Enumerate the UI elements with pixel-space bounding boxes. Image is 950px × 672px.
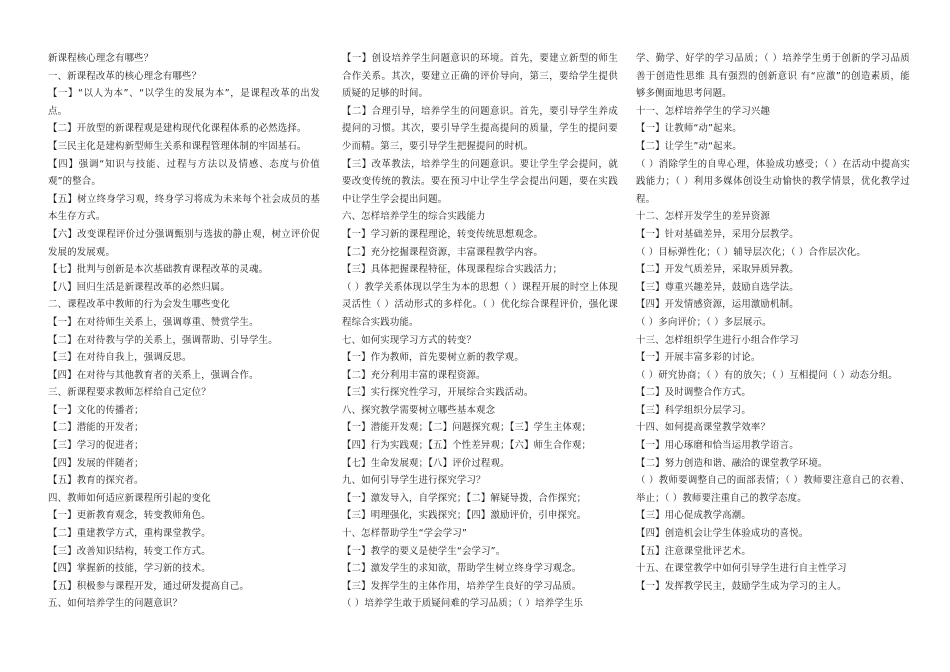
text-line: 【五】注意课堂批评艺术。 [636, 545, 751, 557]
text-line: （ ）研究协商；（ ）有的放矢；（ ）互相提问（ ）动态分组。 [636, 369, 898, 381]
text-line: 【二】潜能的开发者； [48, 422, 144, 434]
text-line: 【五】树立终身学习观，终身学习将成为未来每个社会成员的基本生存方式。 [48, 193, 320, 223]
text-line: 【二】及时调整合作方式。 [636, 387, 751, 399]
text-line: 十二、怎样开发学生的差异资源 [636, 211, 771, 223]
text-line: 【三】在对待自我上，强调反思。 [48, 352, 192, 364]
text-line: 【三】科学组织分层学习。 [636, 404, 751, 416]
text-line: 【一】作为教师，首先要树立新的教学观。 [342, 352, 524, 364]
text-column-right [636, 50, 910, 595]
text-line: 【三】用心促成教学高潮。 [636, 510, 751, 522]
text-line: 【三】改善知识结构，转变工作方式。 [48, 545, 211, 557]
text-line: 十、怎样帮助学生“学会学习” [342, 528, 468, 540]
text-line: 【一】“以人为本”、“以学生的发展为本”，是课程改革的出发点。 [48, 88, 320, 117]
text-line: 【一】让教师“动”起来。 [636, 123, 742, 135]
text-line: 【一】教学的要义是使学生“会学习”。 [342, 545, 506, 557]
text-line: 【一】发挥教学民主，鼓励学生成为学习的主人。 [636, 580, 847, 592]
text-line: 【一】激发导入，自学探究；【二】解疑导拨，合作探究； [342, 492, 587, 504]
text-line: 【三】改革教法，培养学生的问题意识。要让学生学会提问，就要改变传统的教法。要在预习中让学生学会提出问题，要在实践中让学生学会提出问题。 [342, 158, 618, 205]
text-line: 七、如何实现学习方式的转变？ [342, 334, 477, 346]
text-line: 【三】尊重兴趣差异，鼓励自选学法。 [636, 281, 799, 293]
text-line: 一、新课程改革的核心理念有哪些？ [48, 70, 202, 82]
text-line: 八、探究教学需要树立哪些基本观念 [342, 404, 496, 416]
text-line: 【六】改变课程评价过分强调甄别与选拔的静止观，树立评价促发展的发展观。 [48, 228, 320, 258]
text-line: 六、怎样培养学生的综合实践能力 [342, 211, 486, 223]
text-line: 【四】行为实践观；【五】个性差异观；【六】师生合作观； [342, 440, 592, 452]
text-line: 【三】发挥学生的主体作用，培养学生良好的学习品质。 [342, 580, 582, 592]
text-line: 【二】激发学生的求知欲，帮助学生树立终身学习观念。 [342, 563, 582, 575]
text-line: 九、如何引导学生进行探究学习？ [342, 475, 486, 487]
text-line: （ ）教师要调整自己的面部表情；（ ）教师要注意自己的衣着、举止；（ ）教师要注重自己的教学态度。 [636, 475, 910, 504]
text-line: 【二】重建教学方式，重构课堂教学。 [48, 528, 211, 540]
text-line: 四、教师如何适应新课程所引起的变化 [48, 492, 211, 504]
text-line: 【二】充分利用丰富的课程资源。 [342, 369, 486, 381]
text-line: 【八】回归生活是新课程改革的必然归属。 [48, 281, 230, 293]
text-line: （ ）目标弹性化；（ ）辅导层次化；（ ）合作层次化。 [636, 246, 866, 258]
text-line: 【二】在对待教与学的关系上，强调帮助、引导学生。 [48, 334, 278, 346]
text-line: 【五】积极参与课程开发，通过研发提高自己。 [48, 580, 250, 592]
text-line: 【二】合理引导，培养学生的问题意识。首先，要引导学生养成提问的习惯。其次，要引导学生提高提问的质量，学生的提问要少而精。第三，要引导学生把握提问的时机。 [342, 105, 618, 152]
text-line: 【四】掌握新的技能，学习新的技术。 [48, 563, 211, 575]
text-line: （ ）多向评价；（ ）多层展示。 [636, 316, 772, 328]
text-line: 【四】发展的伴随者； [48, 457, 144, 469]
text-line: 【二】充分挖掘课程资源，丰富课程教学内容。 [342, 246, 544, 258]
text-line: （ ）教学关系体现以学生为本的思想（ ）课程开展的时空上体现灵活性（ ）活动形式的多样化。（ ）优化综合课程评价，强化课程综合实践功能。 [342, 281, 618, 328]
text-line: 【一】潜能开发观；【二】问题探究观；【三】学生主体观； [342, 422, 592, 434]
text-line: 【三】具体把握课程特征，体现课程综合实践活力； [342, 264, 563, 276]
text-line: 【七】批判与创新是本次基础教育课程改革的灵魂。 [48, 264, 269, 276]
text-line: 【四】开发情感资源，运用激励机制。 [636, 299, 799, 311]
text-line: 【七】生命发展观；【八】评价过程观。 [342, 457, 510, 469]
text-line: （ ）消除学生的自卑心理，体验成功感受；（ ）在活动中提高实践能力；（ ）利用多媒体创设生动愉快的教学情景，优化教学过程。 [636, 158, 910, 205]
text-line: 新课程核心理念有哪些？ [48, 53, 154, 64]
text-line: 【二】开发气质差异，采取异质异教。 [636, 264, 799, 276]
text-line: 【四】创造机会让学生体验成功的喜悦。 [636, 528, 809, 540]
text-line: 十五、在课堂教学中如何引导学生进行自主性学习 [636, 563, 847, 575]
text-line: 【五】教育的探究者。 [48, 475, 144, 487]
text-line: 十三、怎样组织学生进行小组合作学习 [636, 334, 799, 346]
text-line: 三、新课程要求教师怎样给自己定位？ [48, 387, 211, 399]
text-column-middle [342, 50, 618, 613]
text-line: 【一】开展丰富多彩的讨论。 [636, 352, 761, 364]
text-line: （ ）培养学生敢于质疑问难的学习品质；（ ）培养学生乐 [342, 598, 584, 610]
text-line: 【四】在对待与其他教育者的关系上，强调合作。 [48, 369, 259, 381]
text-line: 【三】实行探究性学习，开展综合实践活动。 [342, 387, 534, 399]
text-line: 【一】更新教育观念，转变教师角色。 [48, 510, 211, 522]
text-line: 【三民主化是建构新型师生关系和课程管理体制的牢固基石。 [48, 140, 307, 152]
text-line: 学、勤学、好学的学习品质；（ ）培养学生勇于创新的学习品质 善于创造性思维 具有强烈的创新意识 有“应激”的创造素质，能够多侧面地思考问题。 [636, 53, 910, 100]
text-line: 【一】文化的传播者； [48, 404, 144, 416]
text-line: 五、如何培养学生的问题意识？ [48, 598, 183, 610]
text-line: 【四】强调“知识与技能、过程与方法以及情感、态度与价值观”的整合。 [48, 158, 320, 188]
text-line: 【二】努力创造和谐、融洽的课堂教学环境。 [636, 457, 828, 469]
text-line: 【二】让学生”动“起来。 [636, 140, 742, 152]
text-line: 【一】针对基础差异，采用分层教学。 [636, 228, 799, 240]
text-line: 【二】开放型的新课程观是建构现代化课程体系的必然选择。 [48, 123, 307, 135]
text-line: 【一】学习新的课程理论，转变传统思想观念。 [342, 228, 544, 240]
text-line: 十一、怎样培养学生的学习兴趣 [636, 105, 771, 117]
text-line: 【三】明理强化，实践探究；【四】激励评价，引申探究。 [342, 510, 587, 522]
text-column-left [48, 50, 320, 613]
text-line: 【一】创设培养学生问题意识的环境。首先，要建立新型的师生合作关系。其次，要建立正确的评价导向，第三，要给学生提供质疑的足够的时间。 [342, 53, 618, 100]
text-line: 二、课程改革中教师的行为会发生哪些变化 [48, 299, 230, 311]
text-line: 十四、如何提高课堂教学效率？ [636, 422, 771, 434]
text-line: 【一】在对待师生关系上，强调尊重、赞赏学生。 [48, 316, 259, 328]
text-line: 【三】学习的促进者； [48, 440, 144, 452]
text-line: 【一】用心琢磨和恰当运用教学语言。 [636, 440, 799, 452]
